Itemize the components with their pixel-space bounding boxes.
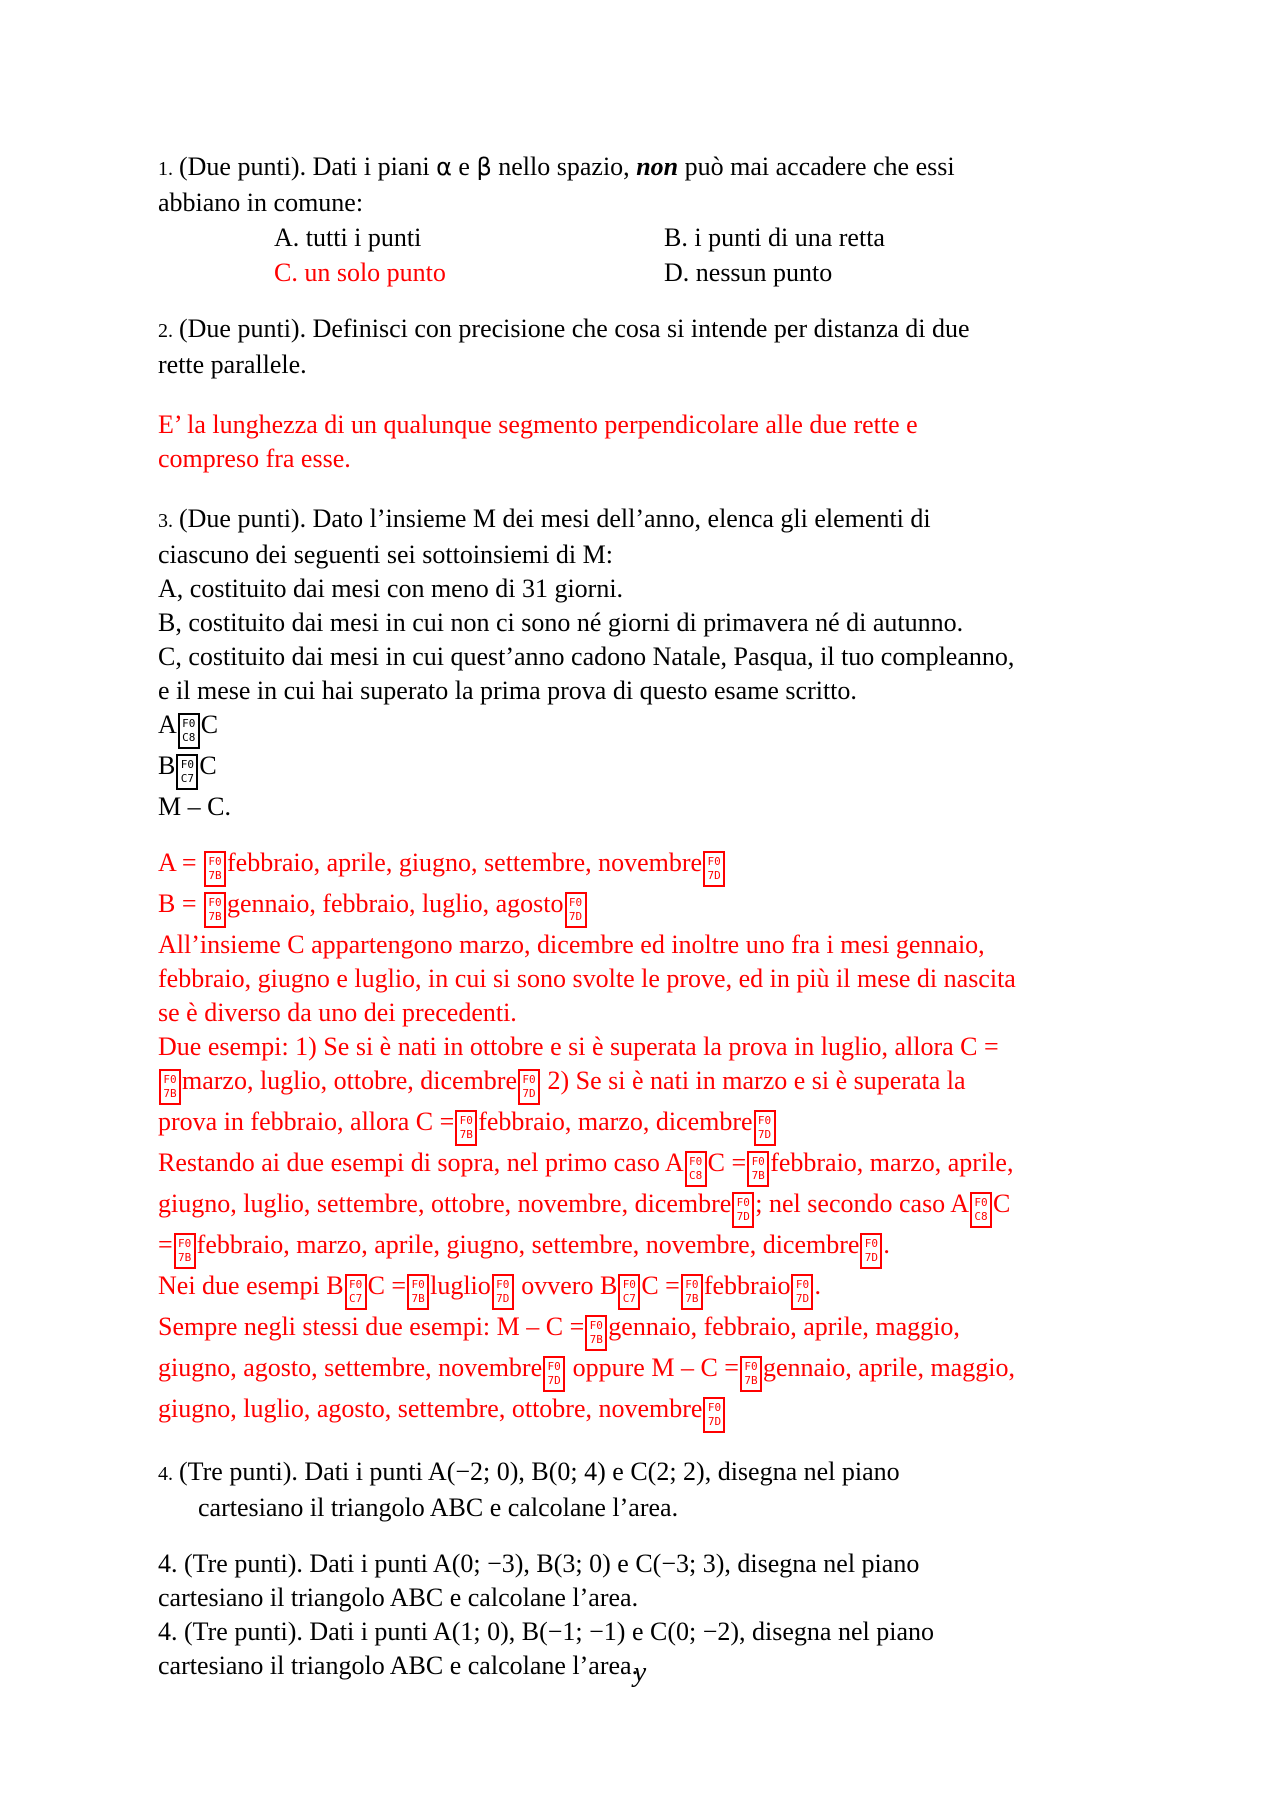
answer-set-b: B = F0 7B gennaio, febbraio, luglio, agosto F0 7D: [158, 887, 1158, 928]
intersection-line-1: Restando ai due esempi di sopra, nel primo caso A F0 C8 C = F0 7B febbraio, marzo, aprile,: [158, 1146, 1158, 1187]
answer-set-a: A = F0 7B febbraio, aprile, giugno, settembre, novembre F0 7D: [158, 846, 1158, 887]
text: nello spazio,: [491, 152, 637, 181]
option-b: B. i punti di una retta: [664, 223, 885, 252]
document-content: [158, 150, 1158, 1683]
set-name: C: [200, 710, 219, 739]
beta-symbol: β: [476, 153, 492, 181]
right-brace-glyph-icon: F0 7D: [703, 1397, 725, 1433]
question-4-variant-3-line-1: 4. (Tre punti). Dati i punti A(1; 0), B(−1; −1) e C(0; −2), disegna nel piano: [158, 1617, 934, 1646]
left-brace-glyph-icon: F0 7B: [455, 1110, 477, 1146]
intersection-line-3: = F0 7B febbraio, marzo, aprile, giugno, settembre, novembre, dicembre F0 7D .: [158, 1228, 1158, 1269]
question-4: [158, 1455, 1158, 1683]
left-brace-glyph-icon: F0 7B: [747, 1151, 769, 1187]
set-name: A: [158, 710, 177, 739]
left-brace-glyph-icon: F0 7B: [585, 1315, 607, 1351]
set-name: C: [199, 751, 217, 780]
question-1-line-2: abbiano in comune:: [158, 188, 364, 217]
right-brace-glyph-icon: F0 7D: [492, 1274, 514, 1310]
left-brace-glyph-icon: F0 7B: [204, 892, 226, 928]
text: e: [451, 152, 477, 181]
right-brace-glyph-icon: F0 7D: [860, 1233, 882, 1269]
question-1-line-1: [158, 150, 1158, 186]
difference-line-2: giugno, agosto, settembre, novembre F0 7D oppure M – C = F0 7B gennaio, aprile, maggio,: [158, 1351, 1158, 1392]
question-2-answer-line-1: E’ la lunghezza di un qualunque segmento perpendicolare alle due rette e: [158, 410, 918, 439]
intersection-glyph-icon: F0 C8: [970, 1192, 992, 1228]
option-c-answer: C. un solo punto: [274, 258, 446, 287]
difference-line-1: Sempre negli stessi due esempi: M – C = F0 7B gennaio, febbraio, aprile, maggio,: [158, 1310, 1158, 1351]
expression-union: [158, 749, 1158, 790]
right-brace-glyph-icon: F0 7D: [732, 1192, 754, 1228]
question-4-line-2: cartesiano il triangolo ABC e calcolane l’area.: [198, 1493, 679, 1522]
intersection-glyph-icon: F0 C8: [685, 1151, 707, 1187]
examples-line-1: Due esempi: 1) Se si è nati in ottobre e si è superata la prova in luglio, allora C =: [158, 1032, 999, 1061]
answer-set-c-line-1: All’insieme C appartengono marzo, dicembre ed inoltre uno fra i mesi gennaio,: [158, 930, 985, 959]
text: (Tre punti). Dati i punti A(−2; 0), B(0; 4) e C(2; 2), disegna nel piano: [179, 1457, 900, 1486]
question-1-options: [274, 220, 1158, 290]
text: (Due punti). Dati i piani: [179, 152, 437, 181]
question-2-answer-line-2: compreso fra esse.: [158, 444, 351, 473]
question-3: [158, 502, 1158, 1433]
question-number: 3.: [158, 510, 173, 532]
alpha-symbol: α: [436, 153, 452, 181]
intersection-line-2: giugno, luglio, settembre, ottobre, novembre, dicembre F0 7D ; nel secondo caso A F0 C8 C: [158, 1187, 1158, 1228]
page-footer-mark: y: [633, 1657, 647, 1688]
question-2: [158, 312, 1158, 476]
right-brace-glyph-icon: F0 7D: [754, 1110, 776, 1146]
question-1: [158, 150, 1158, 290]
left-brace-glyph-icon: F0 7B: [407, 1274, 429, 1310]
question-2-line-2: rette parallele.: [158, 350, 307, 379]
right-brace-glyph-icon: F0 7D: [791, 1274, 813, 1310]
right-brace-glyph-icon: F0 7D: [703, 851, 725, 887]
question-3-line-6: e il mese in cui hai superato la prima prova di questo esame scritto.: [158, 676, 857, 705]
question-3-line-4: B, costituito dai mesi in cui non ci sono né giorni di primavera né di autunno.: [158, 608, 964, 637]
expression-difference: M – C.: [158, 792, 231, 821]
text: (Due punti). Dato l’insieme M dei mesi dell’anno, elenca gli elementi di: [179, 504, 931, 533]
right-brace-glyph-icon: F0 7D: [543, 1356, 565, 1392]
option-d: D. nessun punto: [664, 258, 833, 287]
question-4-variant-2-line-1: 4. (Tre punti). Dati i punti A(0; −3), B(3; 0) e C(−3; 3), disegna nel piano: [158, 1549, 920, 1578]
answer-set-c-line-2: febbraio, giugno e luglio, in cui si sono svolte le prove, ed in più il mese di nascita: [158, 964, 1016, 993]
left-brace-glyph-icon: F0 7B: [681, 1274, 703, 1310]
question-3-line-1: [158, 502, 1158, 538]
text: (Due punti). Definisci con precisione che cosa si intende per distanza di due: [179, 314, 970, 343]
question-2-line-1: [158, 312, 1158, 348]
left-brace-glyph-icon: F0 7B: [159, 1069, 181, 1105]
question-number: 4.: [158, 1463, 173, 1485]
examples-line-3: prova in febbraio, allora C = F0 7B febbraio, marzo, dicembre F0 7D: [158, 1105, 1158, 1146]
question-4-variant-2-line-2: cartesiano il triangolo ABC e calcolane l’area.: [158, 1583, 639, 1612]
question-number: 1.: [158, 158, 173, 180]
right-brace-glyph-icon: F0 7D: [565, 892, 587, 928]
set-name: B: [158, 751, 176, 780]
question-3-line-3: A, costituito dai mesi con meno di 31 giorni.: [158, 574, 624, 603]
option-a: A. tutti i punti: [274, 223, 422, 252]
difference-line-3: giugno, luglio, agosto, settembre, ottobre, novembre F0 7D: [158, 1392, 1158, 1433]
emphasis-non: non: [636, 152, 679, 181]
question-3-answers: [158, 846, 1158, 1433]
question-3-line-2: ciascuno dei seguenti sei sottoinsiemi di M:: [158, 540, 613, 569]
union-glyph-icon: F0 C7: [345, 1274, 367, 1310]
question-number: 2.: [158, 320, 173, 342]
missing-glyph-icon: F0 C7: [176, 754, 198, 790]
answer-set-c-line-3: se è diverso da uno dei precedenti.: [158, 998, 517, 1027]
expression-intersection: [158, 708, 1158, 749]
question-3-line-5: C, costituito dai mesi in cui quest’anno cadono Natale, Pasqua, il tuo compleanno,: [158, 642, 1015, 671]
union-glyph-icon: F0 C7: [618, 1274, 640, 1310]
left-brace-glyph-icon: F0 7B: [204, 851, 226, 887]
examples-line-2: F0 7B marzo, luglio, ottobre, dicembre F0 7D 2) Se si è nati in marzo e si è superata la: [158, 1064, 1158, 1105]
text: può mai accadere che essi: [678, 152, 955, 181]
union-line: Nei due esempi B F0 C7 C = F0 7B luglio F0 7D ovvero B F0 C7 C = F0 7B febbraio F0 7D .: [158, 1269, 1158, 1310]
question-4-variant-3-line-2: cartesiano il triangolo ABC e calcolane l’area.: [158, 1651, 639, 1680]
missing-glyph-icon: F0 C8: [178, 713, 200, 749]
question-4-line-1: [158, 1455, 1158, 1491]
right-brace-glyph-icon: F0 7D: [518, 1069, 540, 1105]
left-brace-glyph-icon: F0 7B: [174, 1233, 196, 1269]
left-brace-glyph-icon: F0 7B: [740, 1356, 762, 1392]
